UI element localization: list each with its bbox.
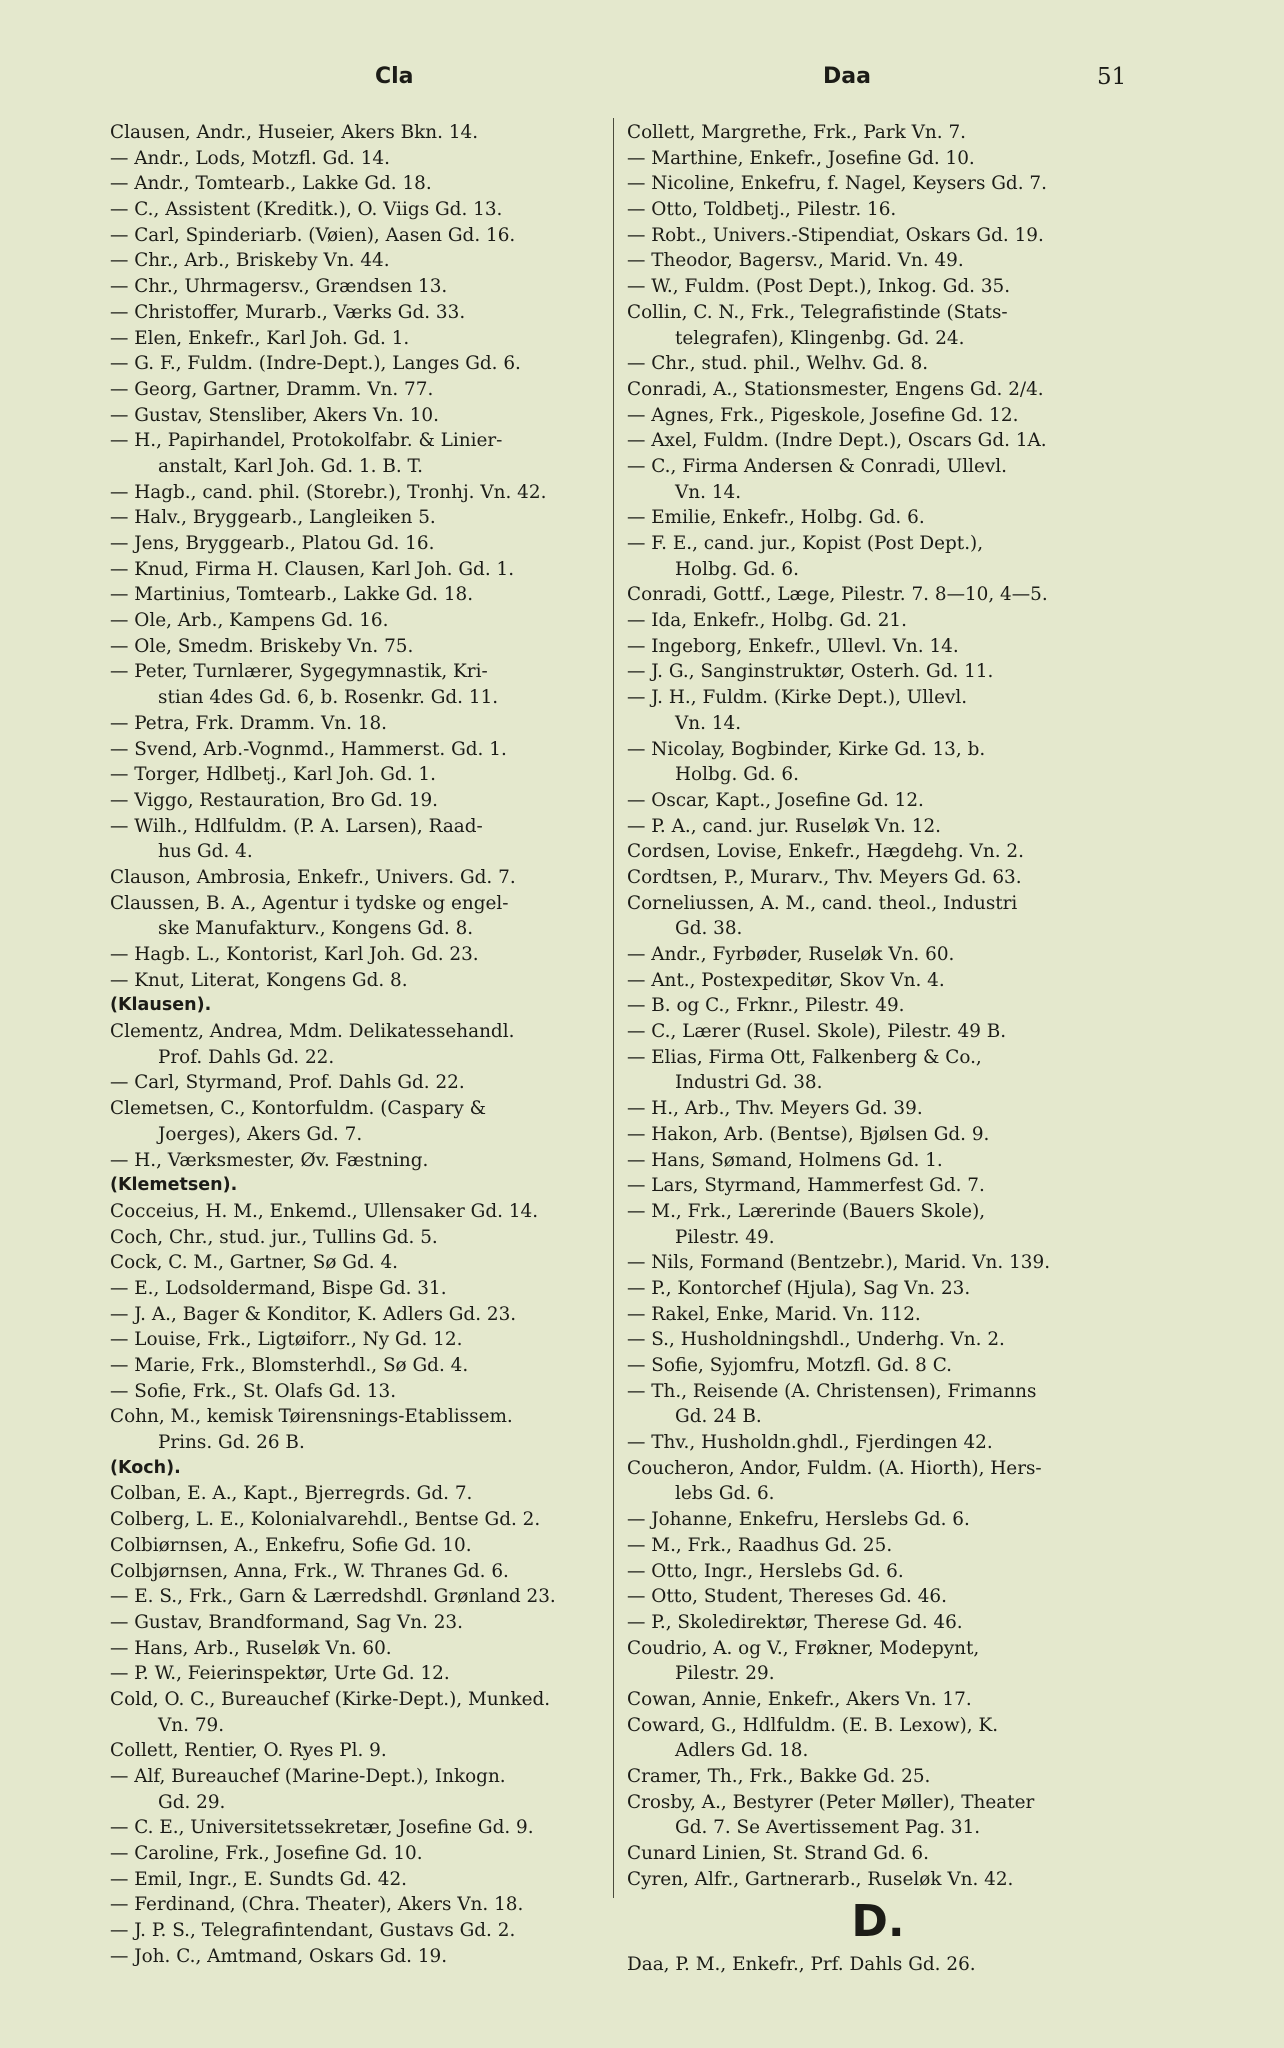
directory-entry-line: — Sofie, Frk., St. Olafs Gd. 13. — [110, 1380, 397, 1402]
directory-entry-line: — B. og C., Frknr., Pilestr. 49. — [627, 995, 905, 1017]
directory-entry-line: — F. E., cand. jur., Kopist (Post Dept.), — [627, 533, 984, 554]
directory-entry-line: — J. H., Fuldm. (Kirke Dept.), Ullevl. — [627, 687, 968, 709]
directory-entry-line: — Axel, Fuldm. (Indre Dept.), Oscars Gd. 1A. — [627, 430, 1047, 452]
directory-entry-line: — Ant., Postexpeditør, Skov Vn. 4. — [627, 969, 945, 991]
directory-entry-line: anstalt, Karl Joh. Gd. 1. B. T. — [158, 455, 423, 477]
directory-entry-line: — Theodor, Bagersv., Marid. Vn. 49. — [627, 250, 964, 272]
directory-entry-line: — Otto, Toldbetj., Pilestr. 16. — [627, 199, 897, 221]
directory-entry-line: — Jens, Bryggearb., Platou Gd. 16. — [110, 533, 435, 554]
directory-entry-line: lebs Gd. 6. — [675, 1483, 775, 1505]
directory-entry-line: — Thv., Husholdn.ghdl., Fjerdingen 42. — [627, 1432, 993, 1454]
directory-entry-line: Vn. 79. — [158, 1714, 225, 1736]
directory-entry-line: — Georg, Gartner, Dramm. Vn. 77. — [110, 378, 434, 400]
directory-entry-line: — Martinius, Tomtearb., Lakke Gd. 18. — [110, 584, 474, 606]
directory-entry-line: Crosby, A., Bestyrer (Peter Møller), Theater — [627, 1791, 1035, 1813]
header-left-guideword: Cla — [375, 64, 414, 89]
directory-entry-line: telegrafen), Klingenbg. Gd. 24. — [675, 327, 965, 349]
directory-entry-line: — Johanne, Enkefru, Herslebs Gd. 6. — [627, 1509, 970, 1531]
directory-entry-line: Colberg, L. E., Kolonialvarehdl., Bentse Gd. 2. — [110, 1509, 541, 1531]
directory-entry-line: Coucheron, Andor, Fuldm. (A. Hiorth), Hers- — [627, 1457, 1042, 1479]
directory-entry-line: Conradi, A., Stationsmester, Engens Gd. 2/4. — [627, 378, 1044, 400]
directory-entry-line: Claussen, B. A., Agentur i tydske og engel- — [110, 892, 509, 914]
directory-entry-line: — Elen, Enkefr., Karl Joh. Gd. 1. — [110, 327, 410, 349]
directory-entry-line: Vn. 14. — [675, 481, 742, 503]
directory-entry-line: stian 4des Gd. 6, b. Rosenkr. Gd. 11. — [158, 687, 499, 709]
directory-entry-line: Coward, G., Hdlfuldm. (E. B. Lexow), K. — [627, 1714, 999, 1736]
directory-entry-line: — Th., Reisende (A. Christensen), Frimanns — [627, 1380, 1037, 1402]
directory-entry-line: — Andr., Lods, Motzfl. Gd. 14. — [110, 147, 390, 169]
directory-entry-line: — E. S., Frk., Garn & Lærredshdl. Grønland 23. — [110, 1586, 556, 1608]
directory-entry-line: (Koch). — [110, 1457, 181, 1478]
directory-entry-line: — H., Værksmester, Øv. Fæstning. — [110, 1149, 429, 1171]
directory-entry-line: — P., Skoledirektør, Therese Gd. 46. — [627, 1611, 963, 1633]
directory-entry-line: — P., Kontorchef (Hjula), Sag Vn. 23. — [627, 1277, 971, 1299]
directory-entry-line: — Chr., stud. phil., Welhv. Gd. 8. — [627, 353, 929, 375]
directory-entry-line: — M., Frk., Lærerinde (Bauers Skole), — [627, 1200, 986, 1222]
directory-entry-line: — P. A., cand. jur. Ruseløk Vn. 12. — [627, 815, 941, 837]
directory-entry-line: Clausen, Andr., Huseier, Akers Bkn. 14. — [110, 122, 479, 143]
directory-entry-line: Cramer, Th., Frk., Bakke Gd. 25. — [627, 1766, 931, 1787]
directory-entry-line: Clauson, Ambrosia, Enkefr., Univers. Gd. 7. — [110, 866, 516, 888]
directory-entry-line: — Knud, Firma H. Clausen, Karl Joh. Gd. 1. — [110, 558, 515, 580]
directory-entry-line: — Hagb., cand. phil. (Storebr.), Tronhj. Vn. 42. — [110, 481, 547, 503]
column-divider — [613, 118, 614, 1898]
directory-entry-line: — Robt., Univers.-Stipendiat, Oskars Gd. 19. — [627, 224, 1044, 246]
directory-entry-line: — Joh. C., Amtmand, Oskars Gd. 19. — [110, 1945, 448, 1967]
section-letter: D. — [851, 1896, 905, 1948]
page-number: 51 — [1097, 64, 1127, 90]
directory-entry-line: Coch, Chr., stud. jur., Tullins Gd. 5. — [110, 1226, 438, 1248]
directory-entry-line: — Hagb. L., Kontorist, Karl Joh. Gd. 23. — [110, 944, 479, 965]
directory-entry-line: Colbiørnsen, A., Enkefru, Sofie Gd. 10. — [110, 1534, 472, 1556]
directory-entry-line: — Viggo, Restauration, Bro Gd. 19. — [110, 789, 439, 811]
directory-entry-line: — Peter, Turnlærer, Sygegymnastik, Kri- — [110, 661, 488, 683]
directory-entry-line: (Klemetsen). — [110, 1175, 238, 1196]
directory-entry-line: — Otto, Ingr., Herslebs Gd. 6. — [627, 1560, 904, 1582]
directory-entry-line: — Ingeborg, Enkefr., Ullevl. Vn. 14. — [627, 635, 959, 657]
directory-entry-line: — Louise, Frk., Ligtøiforr., Ny Gd. 12. — [110, 1329, 463, 1351]
directory-entry-line: — E., Lodsoldermand, Bispe Gd. 31. — [110, 1277, 447, 1299]
directory-entry-line: — J. A., Bager & Konditor, K. Adlers Gd. 23. — [110, 1303, 517, 1325]
directory-entry-line: — Emil, Ingr., E. Sundts Gd. 42. — [110, 1868, 407, 1890]
directory-entry-line: Clemetsen, C., Kontorfuldm. (Caspary & — [110, 1098, 486, 1120]
directory-entry-line: Cock, C. M., Gartner, Sø Gd. 4. — [110, 1252, 398, 1274]
directory-entry-line: — Emilie, Enkefr., Holbg. Gd. 6. — [627, 507, 925, 529]
directory-entry-line: Corneliussen, A. M., cand. theol., Industri — [627, 892, 1018, 914]
directory-entry-line: — Marthine, Enkefr., Josefine Gd. 10. — [627, 147, 975, 169]
directory-entry-line: Coudrio, A. og V., Frøkner, Modepynt, — [627, 1637, 980, 1659]
directory-entry-line: — Knut, Literat, Kongens Gd. 8. — [110, 969, 408, 991]
directory-entry-line: hus Gd. 4. — [158, 841, 253, 863]
directory-entry-line: Gd. 38. — [675, 918, 743, 940]
left-column — [110, 120, 600, 1970]
directory-entry-line: — C. E., Universitetssekretær, Josefine Gd. 9. — [110, 1817, 534, 1839]
directory-entry-line: — H., Arb., Thv. Meyers Gd. 39. — [627, 1098, 923, 1120]
directory-entry-line: Conradi, Gottf., Læge, Pilestr. 7. 8—10, 4—5. — [627, 584, 1048, 606]
directory-entry-line: Gd. 29. — [158, 1791, 226, 1813]
directory-entry-line: — Hans, Sømand, Holmens Gd. 1. — [627, 1149, 943, 1171]
directory-entry-line: Industri Gd. 38. — [675, 1072, 823, 1094]
directory-entry-line: — Ole, Smedm. Briskeby Vn. 75. — [110, 635, 414, 657]
directory-entry-line: Cunard Linien, St. Strand Gd. 6. — [627, 1843, 929, 1865]
directory-entry-line: Collett, Margrethe, Frk., Park Vn. 7. — [627, 122, 966, 143]
directory-entry-line: Holbg. Gd. 6. — [675, 764, 799, 786]
directory-entry-line: — W., Fuldm. (Post Dept.), Inkog. Gd. 35. — [627, 276, 1011, 298]
directory-entry-line: — Lars, Styrmand, Hammerfest Gd. 7. — [627, 1175, 985, 1197]
directory-entry-line: — Wilh., Hdlfuldm. (P. A. Larsen), Raad- — [110, 815, 483, 837]
directory-entry-line: Cyren, Alfr., Gartnerarb., Ruseløk Vn. 42. — [627, 1868, 1014, 1890]
directory-entry-line: ske Manufakturv., Kongens Gd. 8. — [158, 918, 474, 940]
directory-entry-line: Cohn, M., kemisk Tøirensnings-Etablissem. — [110, 1406, 513, 1428]
directory-entry-line: Clementz, Andrea, Mdm. Delikatessehandl. — [110, 1021, 515, 1043]
directory-entry-line: — Agnes, Frk., Pigeskole, Josefine Gd. 12. — [627, 404, 1019, 426]
directory-entry-line: Prins. Gd. 26 B. — [158, 1432, 305, 1454]
directory-entry-line: Collett, Rentier, O. Ryes Pl. 9. — [110, 1740, 387, 1762]
directory-entry-line: Colbjørnsen, Anna, Frk., W. Thranes Gd. 6. — [110, 1560, 509, 1582]
directory-entry-line: — Oscar, Kapt., Josefine Gd. 12. — [627, 789, 924, 811]
directory-entry-line: — Andr., Fyrbøder, Ruseløk Vn. 60. — [627, 944, 955, 965]
directory-entry-line: — Ida, Enkefr., Holbg. Gd. 21. — [627, 610, 907, 632]
directory-entry-line: — P. W., Feierinspektør, Urte Gd. 12. — [110, 1663, 450, 1685]
directory-entry-line: Daa, P. M., Enkefr., Prf. Dahls Gd. 26. — [627, 1954, 976, 1976]
directory-entry-line: — J. P. S., Telegrafintendant, Gustavs Gd. 2. — [110, 1920, 516, 1942]
header-right-guideword: Daa — [823, 64, 871, 89]
directory-entry-line: — C., Lærer (Rusel. Skole), Pilestr. 49 B. — [627, 1021, 1007, 1043]
directory-entry-line: Holbg. Gd. 6. — [675, 558, 799, 580]
directory-entry-line: (Klausen). — [110, 995, 212, 1016]
directory-entry-line: Prof. Dahls Gd. 22. — [158, 1046, 335, 1068]
directory-entry-line: Gd. 24 B. — [675, 1406, 762, 1428]
directory-entry-line: — Chr., Arb., Briskeby Vn. 44. — [110, 250, 390, 272]
directory-entry-line: Gd. 7. Se Avertissement Pag. 31. — [675, 1817, 981, 1839]
directory-entry-line: — Ferdinand, (Chra. Theater), Akers Vn. 18. — [110, 1894, 524, 1916]
directory-entry-line: — Caroline, Frk., Josefine Gd. 10. — [110, 1843, 423, 1865]
directory-entry-line: — Otto, Student, Thereses Gd. 46. — [627, 1586, 947, 1608]
directory-entry-line: — Carl, Styrmand, Prof. Dahls Gd. 22. — [110, 1072, 465, 1094]
directory-entry-line: Cold, O. C., Bureauchef (Kirke-Dept.), Munked. — [110, 1688, 551, 1710]
directory-entry-line: — Elias, Firma Ott, Falkenberg & Co., — [627, 1046, 982, 1068]
directory-entry-line: — Hans, Arb., Ruseløk Vn. 60. — [110, 1637, 392, 1659]
directory-entry-line: Pilestr. 29. — [675, 1663, 775, 1685]
directory-entry-line: — Gustav, Brandformand, Sag Vn. 23. — [110, 1611, 463, 1633]
directory-entry-line: — S., Husholdningshdl., Underhg. Vn. 2. — [627, 1329, 1005, 1351]
directory-entry-line: — Nicoline, Enkefru, f. Nagel, Keysers Gd. 7. — [627, 173, 1047, 195]
directory-entry-line: — C., Firma Andersen & Conradi, Ullevl. — [627, 455, 1008, 477]
directory-entry-line: — G. F., Fuldm. (Indre-Dept.), Langes Gd. 6. — [110, 353, 521, 375]
directory-entry-line: — C., Assistent (Kreditk.), O. Viigs Gd. 13. — [110, 199, 503, 221]
directory-entry-line: — Hakon, Arb. (Bentse), Bjølsen Gd. 9. — [627, 1123, 990, 1145]
directory-entry-line: — Carl, Spinderiarb. (Vøien), Aasen Gd. 16. — [110, 224, 516, 246]
directory-entry-line: — Nils, Formand (Bentzebr.), Marid. Vn. 139. — [627, 1252, 1051, 1274]
directory-entry-line: Joerges), Akers Gd. 7. — [158, 1123, 363, 1145]
directory-entry-line: Cordsen, Lovise, Enkefr., Hægdehg. Vn. 2. — [627, 841, 1024, 863]
directory-entry-line: Collin, C. N., Frk., Telegrafistinde (Stats- — [627, 301, 1008, 323]
directory-entry-line: — Svend, Arb.-Vognmd., Hammerst. Gd. 1. — [110, 738, 507, 760]
directory-entry-line: — Andr., Tomtearb., Lakke Gd. 18. — [110, 173, 432, 195]
directory-entry-line: — Marie, Frk., Blomsterhdl., Sø Gd. 4. — [110, 1355, 469, 1376]
directory-entry-line: Vn. 14. — [675, 712, 742, 734]
directory-entry-line: — Sofie, Syjomfru, Motzfl. Gd. 8 C. — [627, 1355, 952, 1376]
directory-entry-line: — Chr., Uhrmagersv., Grændsen 13. — [110, 276, 448, 298]
directory-entry-line: Cordtsen, P., Murarv., Thv. Meyers Gd. 63. — [627, 866, 1022, 888]
directory-entry-line: — M., Frk., Raadhus Gd. 25. — [627, 1534, 893, 1556]
directory-entry-line: — J. G., Sanginstruktør, Osterh. Gd. 11. — [627, 661, 994, 683]
directory-entry-line: — Nicolay, Bogbinder, Kirke Gd. 13, b. — [627, 738, 986, 760]
directory-entry-line: — Gustav, Stensliber, Akers Vn. 10. — [110, 404, 439, 426]
right-column — [627, 120, 1129, 1978]
directory-entry-line: — Rakel, Enke, Marid. Vn. 112. — [627, 1303, 921, 1325]
directory-entry-line: — Christoffer, Murarb., Værks Gd. 33. — [110, 301, 466, 323]
directory-entry-line: — Torger, Hdlbetj., Karl Joh. Gd. 1. — [110, 764, 436, 786]
directory-entry-line: Pilestr. 49. — [675, 1226, 775, 1248]
directory-entry-line: Cowan, Annie, Enkefr., Akers Vn. 17. — [627, 1688, 972, 1710]
directory-entry-line: — Halv., Bryggearb., Langleiken 5. — [110, 507, 436, 529]
directory-entry-line: — Ole, Arb., Kampens Gd. 16. — [110, 610, 389, 632]
directory-entry-line: Cocceius, H. M., Enkemd., Ullensaker Gd. 14. — [110, 1200, 539, 1222]
directory-entry-line: Adlers Gd. 18. — [675, 1740, 809, 1762]
directory-entry-line: Colban, E. A., Kapt., Bjerregrds. Gd. 7. — [110, 1483, 473, 1505]
directory-entry-line: — H., Papirhandel, Protokolfabr. & Linier- — [110, 430, 503, 452]
directory-entry-line: — Alf, Bureauchef (Marine-Dept.), Inkogn. — [110, 1766, 506, 1787]
directory-entry-line: — Petra, Frk. Dramm. Vn. 18. — [110, 712, 388, 734]
